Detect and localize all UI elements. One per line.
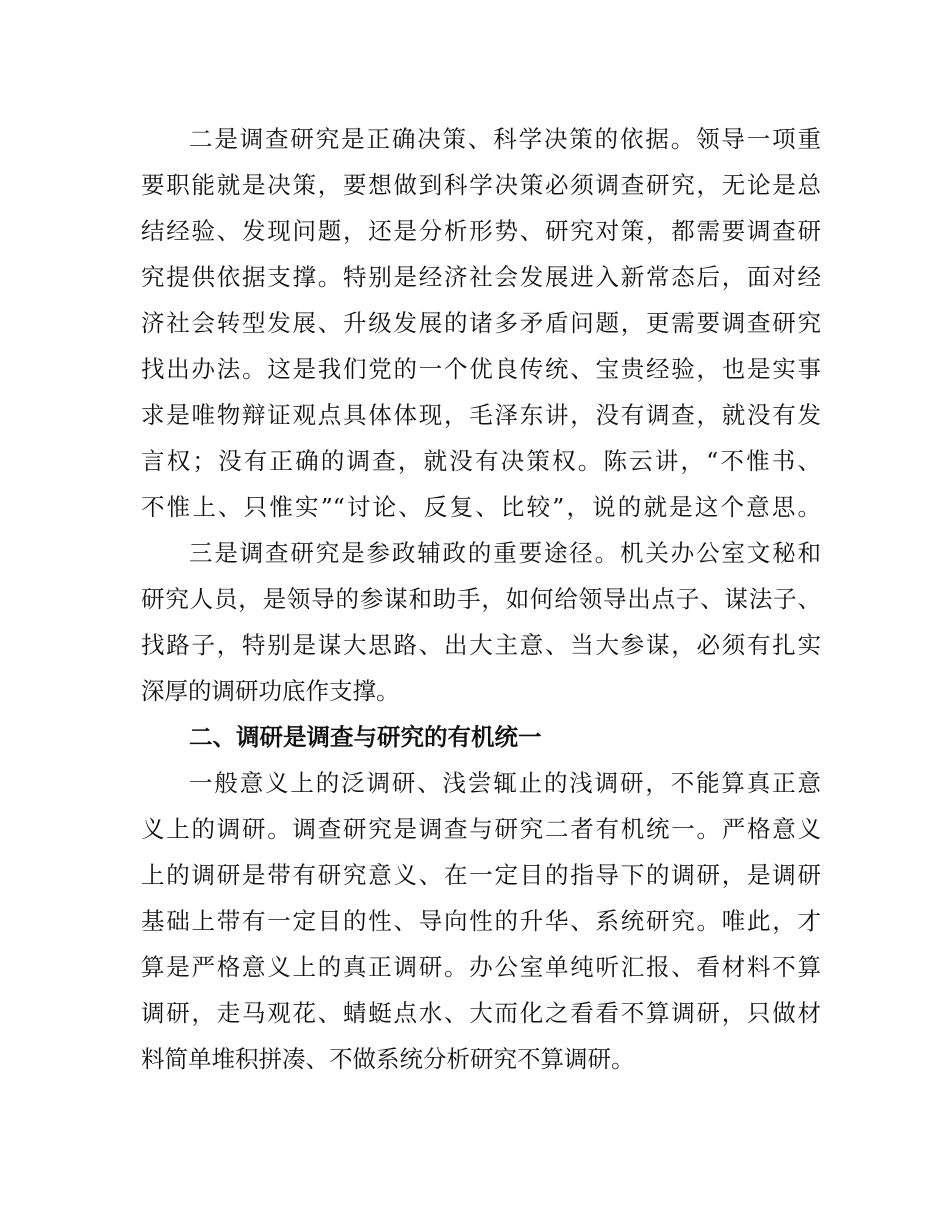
paragraph-line: 研究人员，是领导的参谋和助手，如何给领导出点子、谋法子、 <box>141 585 821 613</box>
section-heading: 二、调研是调查与研究的有机统一 <box>189 723 542 751</box>
paragraph-line: 上的调研是带有研究意义、在一定目的指导下的调研，是调研 <box>141 861 821 889</box>
paragraph-line: 算是严格意义上的真正调研。办公室单纯听汇报、看材料不算 <box>141 953 821 981</box>
paragraph-line: 基础上带有一定目的性、导向性的升华、系统研究。唯此，才 <box>141 907 821 935</box>
paragraph-line: 找出办法。这是我们党的一个优良传统、宝贵经验，也是实事 <box>141 355 821 383</box>
paragraph-line: 不惟上、只惟实”“讨论、反复、比较”，说的就是这个意思。 <box>141 493 821 521</box>
paragraph-line: 义上的调研。调查研究是调查与研究二者有机统一。严格意义 <box>141 815 821 843</box>
paragraph-line: 要职能就是决策，要想做到科学决策必须调查研究，无论是总 <box>141 171 821 199</box>
paragraph-line: 找路子，特别是谋大思路、出大主意、当大参谋，必须有扎实 <box>141 631 821 659</box>
paragraph-line: 料简单堆积拼凑、不做系统分析研究不算调研。 <box>141 1045 635 1073</box>
paragraph-line: 求是唯物辩证观点具体体现，毛泽东讲，没有调查，就没有发 <box>141 401 821 429</box>
paragraph-line: 言权；没有正确的调查，就没有决策权。陈云讲，“不惟书、 <box>141 447 821 475</box>
paragraph-line: 深厚的调研功底作支撑。 <box>141 677 400 705</box>
paragraph-line: 三是调查研究是参政辅政的重要途径。机关办公室文秘和 <box>189 539 821 567</box>
paragraph-line: 调研，走马观花、蜻蜓点水、大而化之看看不算调研，只做材 <box>141 999 821 1027</box>
paragraph-line: 济社会转型发展、升级发展的诸多矛盾问题，更需要调查研究 <box>141 309 821 337</box>
paragraph-line: 二是调查研究是正确决策、科学决策的依据。领导一项重 <box>189 125 821 153</box>
paragraph-line: 究提供依据支撑。特别是经济社会发展进入新常态后，面对经 <box>141 263 821 291</box>
paragraph-line: 结经验、发现问题，还是分析形势、研究对策，都需要调查研 <box>141 217 821 245</box>
paragraph-line: 一般意义上的泛调研、浅尝辄止的浅调研，不能算真正意 <box>189 769 821 797</box>
